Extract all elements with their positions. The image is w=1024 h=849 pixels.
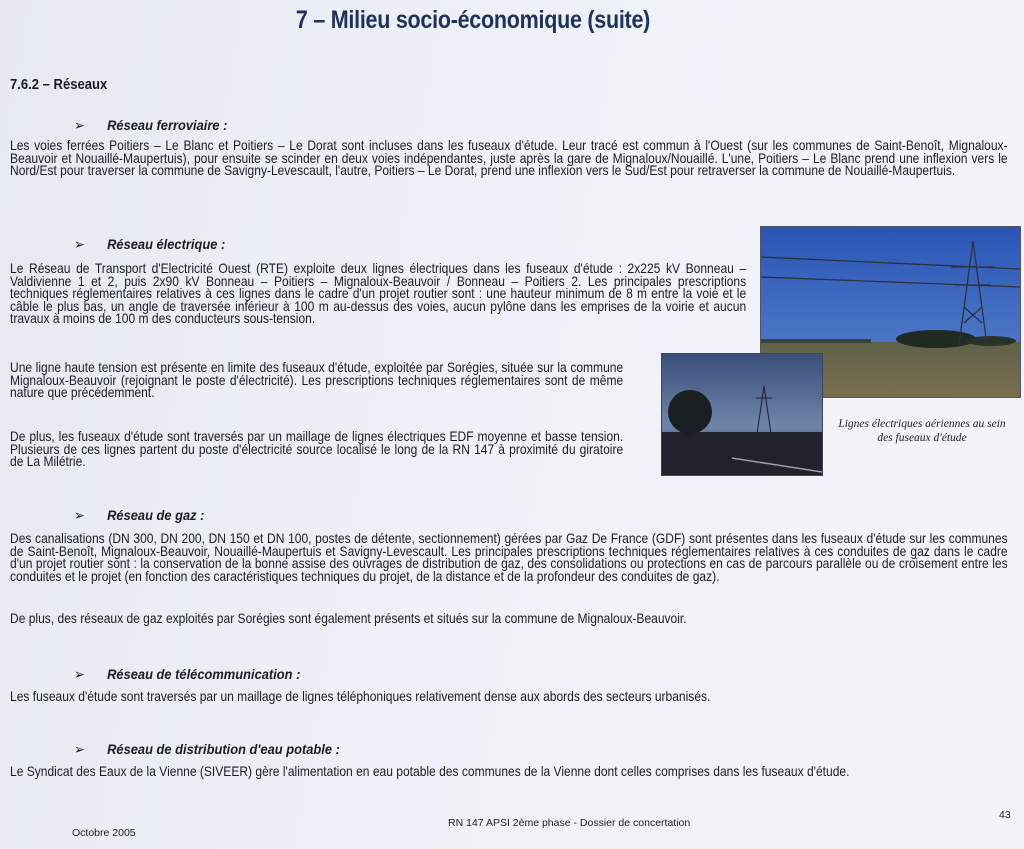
- gas-heading-label: Réseau de gaz :: [107, 507, 205, 523]
- footer-date: Octobre 2005: [72, 827, 136, 839]
- gas-heading: [74, 507, 204, 524]
- electric-paragraph-2: Une ligne haute tension est présente en limite des fuseaux d'étude, exploitée par Sorégies, située sur la commune Mignaloux-Beauvoir (rejoignant le poste d'électricité). Les prescriptions techniques réglementaires sont de même nature que précédemment.: [10, 359, 624, 400]
- water-paragraph: Le Syndicat des Eaux de la Vienne (SIVEER) gère l'alimentation en eau potable des communes de la Vienne dont celles comprises dans les fuseaux d'étude.: [10, 763, 850, 779]
- rail-heading-label: Réseau ferroviaire :: [107, 117, 228, 133]
- arrow-bullet-icon: ➢: [74, 741, 85, 757]
- page-title: 7 – Milieu socio-économique (suite): [295, 6, 651, 34]
- telecom-paragraph: Les fuseaux d'étude sont traversés par un maillage de lignes téléphoniques relativement dense aux abords des secteurs urbanisés.: [10, 688, 711, 704]
- footer-document-title: RN 147 APSI 2ème phase - Dossier de concertation: [448, 817, 691, 829]
- electric-heading-label: Réseau électrique :: [107, 236, 226, 252]
- rail-heading: [74, 117, 227, 134]
- telecom-heading-label: Réseau de télécommunication :: [107, 666, 301, 682]
- power-line-photo-2: [661, 353, 823, 476]
- page-number: 43: [999, 809, 1011, 821]
- electric-paragraph-1: Le Réseau de Transport d'Electricité Ouest (RTE) exploite deux lignes électriques dans les fuseaux d'étude : 2x225 kV Bonneau – Valdivienne 1 et 2, puis 2x90 kV Bonneau – Poitiers – Mignaloux-Beauvoir / Bonneau – Poitiers 2. Les principales prescriptions techniques réglementaires relatives à ces lignes dans le cadre d'un projet routier sont : une hauteur minimum de 8 m entre la voie et le câble le plus bas, un angle de traversée inférieur à 100 m au-dessus des voies, aucun pylône dans les emprises de la voirie et aucun travaux à moins de 100 m des conducteurs sous-tension.: [10, 260, 747, 326]
- gas-paragraph-1: Des canalisations (DN 300, DN 200, DN 150 et DN 100, postes de détente, sectionnement) gérées par Gaz De France (GDF) sont présentes dans les fuseaux d'étude sur les communes de Saint-Benoît, Mignaloux-Beauvoir, Nouaillé-Maupertuis et Savigny-Levescault. Les principales prescriptions techniques réglementaires relatives à ces conduites de gaz dans le cadre d'un projet routier sont : la conservation de la bonne assise des ouvrages de distribution de gaz, des consolidations ou protections en cas de parcours parallèle ou de croisement entre les conduites et le projet (en fonction des caractéristiques techniques du projet, de la distance et de la profondeur des conduites de gaz).: [10, 530, 1008, 584]
- rail-paragraph: Les voies ferrées Poitiers – Le Blanc et Poitiers – Le Dorat sont incluses dans les fuseaux d'étude. Leur tracé est commun à l'Ouest (sur les communes de Saint-Benoît, Mignaloux-Beauvoir et Nouaillé-Maupertuis), pour ensuite se scinder en deux voies indépendantes, juste après la gare de Mignaloux/Nouaillé. L'une, Poitiers – Le Blanc prend une inflexion vers le Nord/Est pour traverser la commune de Savigny-Levescault, l'autre, Poitiers – Le Dorat, prend une inflexion vers le Sud/Est pour retraverser la commune de Nouaillé-Maupertuis.: [10, 137, 1008, 178]
- water-heading: [74, 741, 340, 758]
- photo-caption: Lignes électriques aériennes au sein des fuseaux d'étude: [838, 418, 1006, 444]
- arrow-bullet-icon: ➢: [74, 236, 85, 252]
- section-heading: 7.6.2 – Réseaux: [10, 77, 108, 93]
- dusk-pylon-image: [662, 354, 822, 475]
- telecom-heading: [74, 666, 300, 683]
- arrow-bullet-icon: ➢: [74, 507, 85, 523]
- electric-heading: [74, 236, 225, 253]
- gas-paragraph-2: De plus, des réseaux de gaz exploités par Sorégies sont également présents et situés sur la commune de Mignaloux-Beauvoir.: [10, 610, 687, 626]
- arrow-bullet-icon: ➢: [74, 117, 85, 133]
- electric-paragraph-3: De plus, les fuseaux d'étude sont traversés par un maillage de lignes électriques EDF moyenne et basse tension. Plusieurs de ces lignes partent du poste d'électricité source localisé le long de la RN 147 à proximité du giratoire de La Milétrie.: [10, 428, 624, 469]
- water-heading-label: Réseau de distribution d'eau potable :: [107, 741, 340, 757]
- arrow-bullet-icon: ➢: [74, 666, 85, 682]
